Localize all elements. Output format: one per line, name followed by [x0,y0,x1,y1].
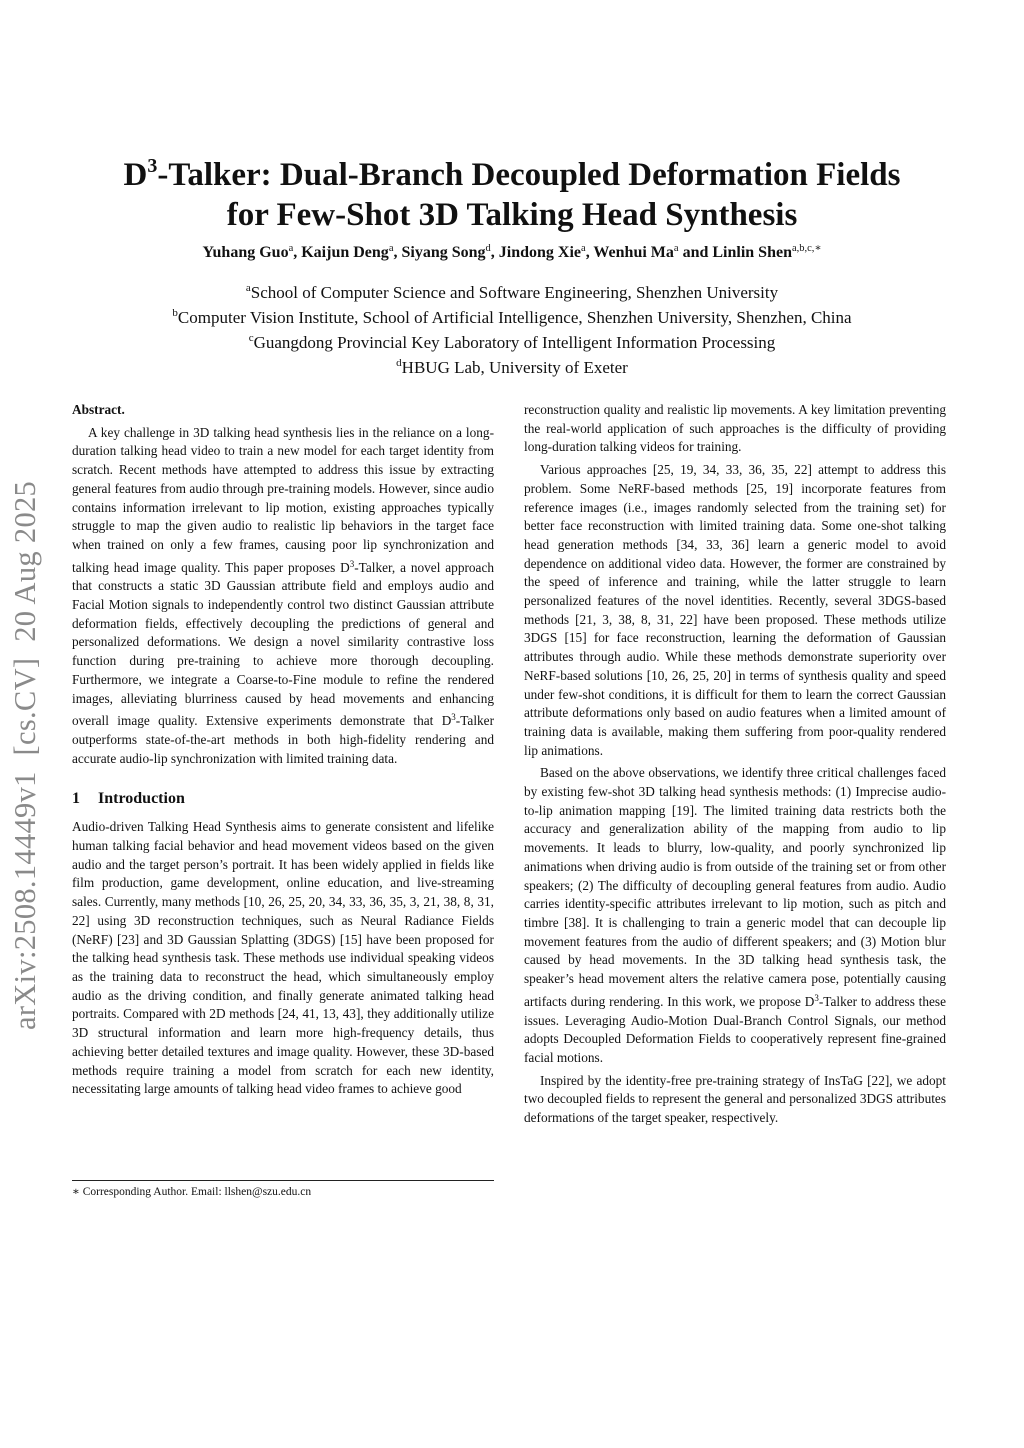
author: Yuhang Guo$^a$, [202,243,302,261]
section-heading-introduction [72,789,494,809]
body-paragraph: Inspired by the identity-free pre-training strategy of InsTaG [22], we adopt two decoupled fields to represent the general and personalized 3DGS attributes deformations of the target speaker, respectively. [524,1072,946,1126]
affiliation: $^d$HBUG Lab, University of Exeter [396,357,628,377]
abstract-body: A key challenge in 3D talking head synthesis lies in the reliance on a long-duration talking head video to train a new model for each target identity from scratch. Recent methods have attempted to address this issue by extracting general features from audio through pre-training models. However, since audio contains information irrelevant to lip motion, existing approaches typically struggle to map the given audio to realistic lip behaviors in the target face when trained on only a few frames, causing poor lip synchronization and talking head image quality. This paper proposes $D^3$-Talker, a novel approach that constructs a static 3D Gaussian attribute field and employs audio and Facial Motion signals to independently control two distinct Gaussian attribute deformation fields, effectively decoupling the predictions of general and personalized deformations. We design a novel similarity contrastive loss function during pre-training to achieve more thorough decoupling. Furthermore, we integrate a Coarse-to-Fine module to refine the rendered images, alleviating blurriness caused by head movements and enhancing overall image quality. Extensive experiments demonstrate that $D^3$-Talker outperforms state-of-the-art methods in both high-fidelity rendering and accurate audio-lip synchronization with limited training data. [72,424,494,766]
author: Siyang Song$^d$, [401,243,499,261]
section-title: Introduction [98,790,185,808]
footnote-rule [72,1180,494,1181]
affiliation: $^c$Guangdong Provincial Key Laboratory of Intelligent Information Processing [248,332,776,352]
arxiv-identifier: arXiv:2508.14449v1 [cs.CV] 20 Aug 2025 [8,480,42,1030]
abstract-heading: Abstract. [72,402,125,417]
author: Wenhui Ma$^a$ and [593,243,713,261]
author-list [60,238,964,264]
title-line2: for Few-Shot 3D Talking Head Synthesis [226,197,798,233]
affiliation: $^a$School of Computer Science and Software Engineering, Shenzhen University [245,282,779,302]
title-superscript: 3 [147,155,158,177]
affiliation-list [60,278,964,378]
body-paragraph: Based on the above observations, we identify three critical challenges faced by existing few-shot 3D talking head synthesis methods: (1) Imprecise audio-to-lip animation mapping [19]. The limited training data restricts both the accuracy and generalization ability of the mapping from audio to lip movements. It leads to blurry, low-quality, and poorly synchronized lip animations when driving audio is from outside of the training set or from other speakers; (2) The difficulty of decoupling general features from audio. Audio carries identity-specific attributes irrelevant to lip motion, such as pitch and timbre [38]. It is challenging to train a generic model that can decouple lip movement features from the audio of different speakers; and (3) Motion blur caused by head movements. In the 3D talking head synthesis task, the speaker’s head movement alters the relative camera pose, potentially causing artifacts during rendering. In this work, we propose $D^3$-Talker to address these issues. Leveraging Audio-Motion Dual-Branch Control Signals, our method adopts Decoupled Deformation Fields to cooperatively represent fine-grained facial motions. [524,765,946,1065]
author: Kaijun Deng$^a$, [301,243,402,261]
body-paragraph: reconstruction quality and realistic lip movements. A key limitation preventing the real-world application of such approaches is the difficulty of providing long-duration talking videos for training. [524,402,946,455]
intro-paragraph: Audio-driven Talking Head Synthesis aims to generate consistent and lifelike human talking facial behavior and head movement videos based on the given audio and the target person’s portrait. It has been widely applied in fields like film production, game development, online education, and live-streaming sales. Currently, many methods [10, 26, 25, 20, 34, 33, 36, 35, 3, 21, 38, 8, 31, 22] using 3D reconstruction techniques, such as Neural Radiance Fields (NeRF) [23] and 3D Gaussian Splatting (3DGS) [15] have been proposed for the talking head synthesis task. These methods use individual speaking videos as the training data to reconstruct the head, which simultaneously employ audio as the driving condition, and finally generate animated talking head portraits. Compared with 2D methods [24, 41, 13, 43], they additionally utilize 3D structural information and learn more high-frequency details, thus achieving better detailed textures and image quality. However, these 3D-based methods require training a model from scratch for each new identity, necessitating large amounts of talking head video frames to achieve good [72,819,494,1097]
footnote: ∗ Corresponding Author. Email: llshen@szu.edu.cn [72,1186,312,1198]
title-d: D [123,157,148,193]
affiliation: $^b$Computer Vision Institute, School of Artificial Intelligence, Shenzhen University, Shenzhen, China [172,307,852,327]
title-line1: -Talker: Dual-Branch Decoupled Deformation Fields [157,157,901,193]
right-column [524,401,946,1128]
author: Jindong Xie$^a$, [498,243,594,261]
left-column [72,401,494,1099]
paper-title [60,146,964,235]
body-paragraph: Various approaches [25, 19, 34, 33, 36, 35, 22] attempt to address this problem. Some NeRF-based methods [25, 19] incorporate features from reference images (i.e., images randomly selected from the training set) for better face reconstruction with limited training data. Some one-shot talking head generation methods [34, 33, 36] learn a generic model to avoid dependence on additional video data. However, the former are constrained by the speed of inference and training, while the latter struggle to learn personalized features of the novel identities. Recently, several 3DGS-based methods [21, 3, 38, 8, 31, 22] have been proposed. These methods utilize 3DGS [15] for face reconstruction, learning the deformation of Gaussian attributes through audio. While these methods demonstrate superiority over NeRF-based solutions [10, 26, 25, 20] in terms of synthesis quality and speed under few-shot conditions, it is difficult for them to learn the correct Gaussian attribute deformations only based on audio features when a limited amount of training data is available, making them suffering from poor-quality rendered lip animations. [524,462,946,758]
section-number: 1 [72,790,80,808]
author: Linlin Shen$^{a,b,c,∗}$ [712,243,822,261]
